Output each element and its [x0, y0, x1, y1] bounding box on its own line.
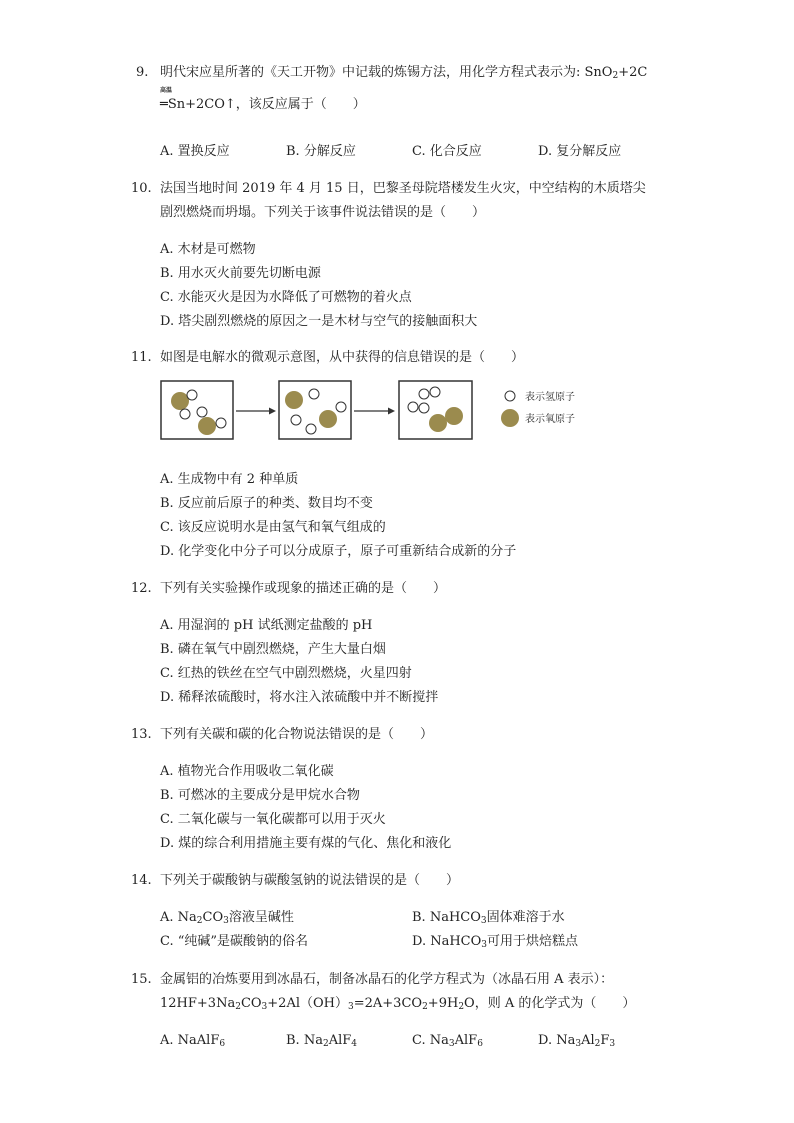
arrow-head	[388, 408, 395, 415]
question-11-option-c[interactable]: C. 该反应说明水是由氢气和氧气组成的	[160, 520, 386, 535]
hydrogen-atom	[419, 389, 429, 399]
oxygen-atom	[429, 414, 447, 432]
question-15-option-c[interactable]: C. $Na_3AlF_6$	[412, 1033, 483, 1049]
hydrogen-atom	[291, 415, 301, 425]
question-15-option-d[interactable]: D. $Na_3Al_2F_3$	[538, 1033, 616, 1049]
question-15-text: 金属铝的冶炼要用到冰晶石，制备冰晶石的化学方程式为（冰晶石用 A 表示）：	[160, 972, 614, 987]
question-15-option-a[interactable]: A. NaAlF$_6$	[160, 1033, 226, 1049]
hydrogen-atom	[197, 407, 207, 417]
hydrogen-atom	[408, 402, 418, 412]
question-10-option-d[interactable]: D. 塔尖剧烈燃烧的原因之一是木材与空气的接触面积大	[160, 314, 478, 329]
oxygen-atom	[198, 417, 216, 435]
question-9-option-d[interactable]: D. 复分解反应	[538, 144, 622, 159]
question-12-option-b[interactable]: B. 磷在氧气中剧烈燃烧，产生大量白烟	[160, 642, 386, 657]
question-12-option-a[interactable]: A. 用湿润的 pH 试纸测定盐酸的 pH	[160, 618, 373, 633]
question-14-option-b[interactable]: B. NaHCO$_3$固体难溶于水	[412, 910, 565, 926]
legend-hydrogen-label: 表示氢原子	[525, 392, 575, 403]
reaction-condition: 高温	[160, 87, 173, 94]
hydrogen-atom	[419, 403, 429, 413]
question-10-number: 10.	[131, 181, 152, 196]
question-9-text-line2: ═Sn+2CO↑，该反应属于（ ）	[160, 97, 366, 112]
question-11-option-d[interactable]: D. 化学变化中分子可以分成原子，原子可重新结合成新的分子	[160, 544, 517, 559]
question-9-option-a[interactable]: A. 置换反应	[160, 144, 230, 159]
hydrogen-atom	[430, 387, 440, 397]
hydrogen-atom	[306, 424, 316, 434]
question-13-option-d[interactable]: D. 煤的综合利用措施主要有煤的气化、焦化和液化	[160, 836, 452, 851]
question-15-number: 15.	[131, 972, 152, 987]
question-10-text-line2: 剧烈燃烧而坍塌。下列关于该事件说法错误的是（ ）	[160, 205, 486, 220]
arrow-head	[269, 408, 276, 415]
oxygen-atom	[445, 407, 463, 425]
question-12-text: 下列有关实验操作或现象的描述正确的是（ ）	[160, 581, 447, 596]
question-14-option-d[interactable]: D. NaHCO$_3$可用于烘焙糕点	[412, 934, 579, 950]
question-11-text: 如图是电解水的微观示意图，从中获得的信息错误的是（ ）	[160, 350, 525, 365]
question-10-text: 法国当地时间 2019 年 4 月 15 日，巴黎圣母院塔楼发生火灾，中空结构的木质塔尖	[160, 181, 646, 196]
question-14-option-a[interactable]: A. $Na_2CO_3$溶液呈碱性	[160, 910, 294, 926]
question-13-option-b[interactable]: B. 可燃冰的主要成分是甲烷水合物	[160, 788, 360, 803]
hydrogen-atom	[180, 409, 190, 419]
oxygen-atom	[171, 392, 189, 410]
question-12-option-d[interactable]: D. 稀释浓硫酸时，将水注入浓硫酸中并不断搅拌	[160, 690, 439, 705]
question-9-option-c[interactable]: C. 化合反应	[412, 144, 482, 159]
oxygen-atom	[319, 410, 337, 428]
question-14-number: 14.	[131, 873, 152, 888]
question-13-option-a[interactable]: A. 植物光合作用吸收二氧化碳	[160, 764, 334, 779]
question-10-option-c[interactable]: C. 水能灭火是因为水降低了可燃物的着火点	[160, 290, 412, 305]
legend-oxygen-icon	[501, 409, 519, 427]
oxygen-atom	[285, 391, 303, 409]
question-14-text: 下列关于碳酸钠与碳酸氢钠的说法错误的是（ ）	[160, 873, 460, 888]
question-15-equation: $12HF+3Na_2CO_3+2Al(OH)_3=2A+3CO_2+9H_2O$，则 A 的化学式为（ ）	[160, 996, 636, 1012]
question-14-option-c[interactable]: C. “纯碱”是碳酸钠的俗名	[160, 934, 309, 949]
hydrogen-atom	[216, 418, 226, 428]
hydrogen-atom	[187, 390, 197, 400]
question-9-number: 9.	[136, 65, 149, 80]
question-12-option-c[interactable]: C. 红热的铁丝在空气中剧烈燃烧，火星四射	[160, 666, 412, 681]
hydrogen-atom	[309, 389, 319, 399]
question-11-option-a[interactable]: A. 生成物中有 2 种单质	[160, 472, 299, 487]
question-15-option-b[interactable]: B. $Na_2AlF_4$	[286, 1033, 357, 1049]
legend-hydrogen-icon	[505, 391, 515, 401]
question-11-option-b[interactable]: B. 反应前后原子的种类、数目均不变	[160, 496, 373, 511]
question-11-number: 11.	[131, 350, 152, 365]
question-9-text: 明代宋应星所著的《天工开物》中记载的炼锡方法，用化学方程式表示为: SnO$_2$+2C	[160, 65, 648, 81]
question-12-number: 12.	[131, 581, 152, 596]
legend-oxygen-label: 表示氧原子	[525, 414, 575, 425]
question-13-option-c[interactable]: C. 二氧化碳与一氧化碳都可以用于灭火	[160, 812, 386, 827]
question-13-text: 下列有关碳和碳的化合物说法错误的是（ ）	[160, 727, 434, 742]
question-13-number: 13.	[131, 727, 152, 742]
question-10-option-a[interactable]: A. 木材是可燃物	[160, 242, 256, 257]
question-10-option-b[interactable]: B. 用水灭火前要先切断电源	[160, 266, 321, 281]
hydrogen-atom	[336, 402, 346, 412]
question-9-option-b[interactable]: B. 分解反应	[286, 144, 356, 159]
